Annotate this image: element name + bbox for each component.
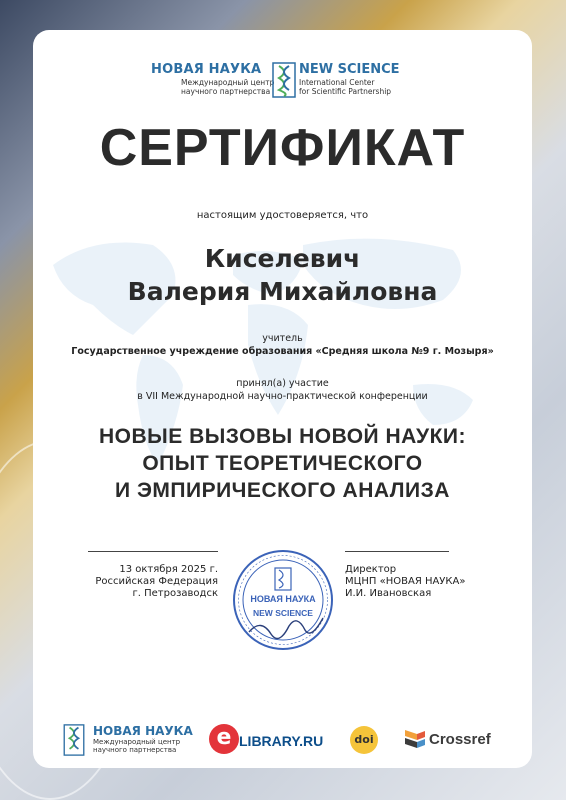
crossref-text: Crossref bbox=[429, 731, 491, 748]
footer-logo-sub-line1: Международный центр bbox=[93, 738, 181, 746]
conference-title-line1: НОВЫЕ ВЫЗОВЫ НОВОЙ НАУКИ: bbox=[99, 425, 466, 448]
header-en-sub-line1: International Center bbox=[299, 78, 375, 87]
signatory-name: И.И. Ивановская bbox=[345, 588, 432, 599]
issue-date: 13 октября 2025 г. bbox=[119, 564, 218, 575]
participation-text bbox=[33, 377, 532, 403]
issue-country: Российская Федерация bbox=[95, 576, 218, 587]
recipient-surname: Киселевич bbox=[204, 244, 361, 273]
header-en-sub-line2: for Scientific Partnership bbox=[299, 87, 392, 96]
conference-title-line3: И ЭМПИРИЧЕСКОГО АНАЛИЗА bbox=[115, 479, 450, 502]
seal-ru-name: НОВАЯ НАУКА bbox=[250, 594, 316, 604]
elibrary-e-icon: e bbox=[209, 724, 239, 754]
certifies-text: настоящим удостоверяется, что bbox=[196, 210, 369, 221]
date-signature-line bbox=[88, 551, 218, 552]
dna-logo-icon bbox=[272, 62, 296, 98]
crossref-icon bbox=[403, 728, 427, 752]
signatory-org: МЦНП «НОВАЯ НАУКА» bbox=[345, 576, 466, 587]
director-signature-line bbox=[345, 551, 449, 552]
header-logo-en-name: NEW SCIENCE bbox=[299, 62, 400, 77]
issue-city: г. Петрозаводск bbox=[132, 588, 218, 599]
header-ru-sub-line2: научного партнерства bbox=[181, 87, 271, 96]
footer-logo-sub-line2: научного партнерства bbox=[93, 746, 177, 754]
conference-title-line2: ОПЫТ ТЕОРЕТИЧЕСКОГО bbox=[142, 452, 423, 475]
certificate-title: СЕРТИФИКАТ bbox=[99, 119, 466, 177]
signatory-details bbox=[345, 564, 485, 600]
issue-details bbox=[88, 564, 218, 600]
elibrary-text: LIBRARY.RU bbox=[239, 733, 324, 749]
recipient-position: учитель bbox=[262, 333, 303, 344]
conference-title bbox=[33, 423, 532, 504]
participation-line: принял(а) участие bbox=[236, 378, 329, 389]
crossref-logo bbox=[403, 724, 513, 756]
recipient-given-names: Валерия Михайловна bbox=[127, 277, 438, 306]
footer-logo-name: НОВАЯ НАУКА bbox=[93, 724, 193, 738]
header-ru-sub-line1: Международный центр bbox=[181, 78, 275, 87]
elibrary-logo bbox=[209, 724, 334, 756]
doi-logo: doi bbox=[350, 726, 378, 754]
recipient-name bbox=[33, 242, 532, 308]
official-seal bbox=[231, 548, 335, 652]
footer-logos bbox=[33, 720, 532, 760]
header-logo-en-subtitle bbox=[299, 78, 391, 96]
footer-logo-subtitle bbox=[93, 738, 180, 754]
dna-logo-icon bbox=[61, 724, 87, 756]
header-logo-ru-name: НОВАЯ НАУКА bbox=[151, 62, 262, 77]
header-logo-ru-subtitle bbox=[181, 78, 274, 96]
seal-en-name: NEW SCIENCE bbox=[253, 608, 313, 618]
header-logo bbox=[151, 62, 421, 100]
recipient-organization: Государственное учреждение образования «Средняя школа №9 г. Мозыря» bbox=[71, 346, 494, 357]
conference-type: в VII Международной научно-практической конференции bbox=[137, 391, 428, 402]
signatory-title: Директор bbox=[345, 564, 397, 575]
recipient-role bbox=[33, 332, 532, 358]
certificate-card bbox=[33, 30, 532, 768]
footer-new-science-logo bbox=[61, 724, 201, 756]
